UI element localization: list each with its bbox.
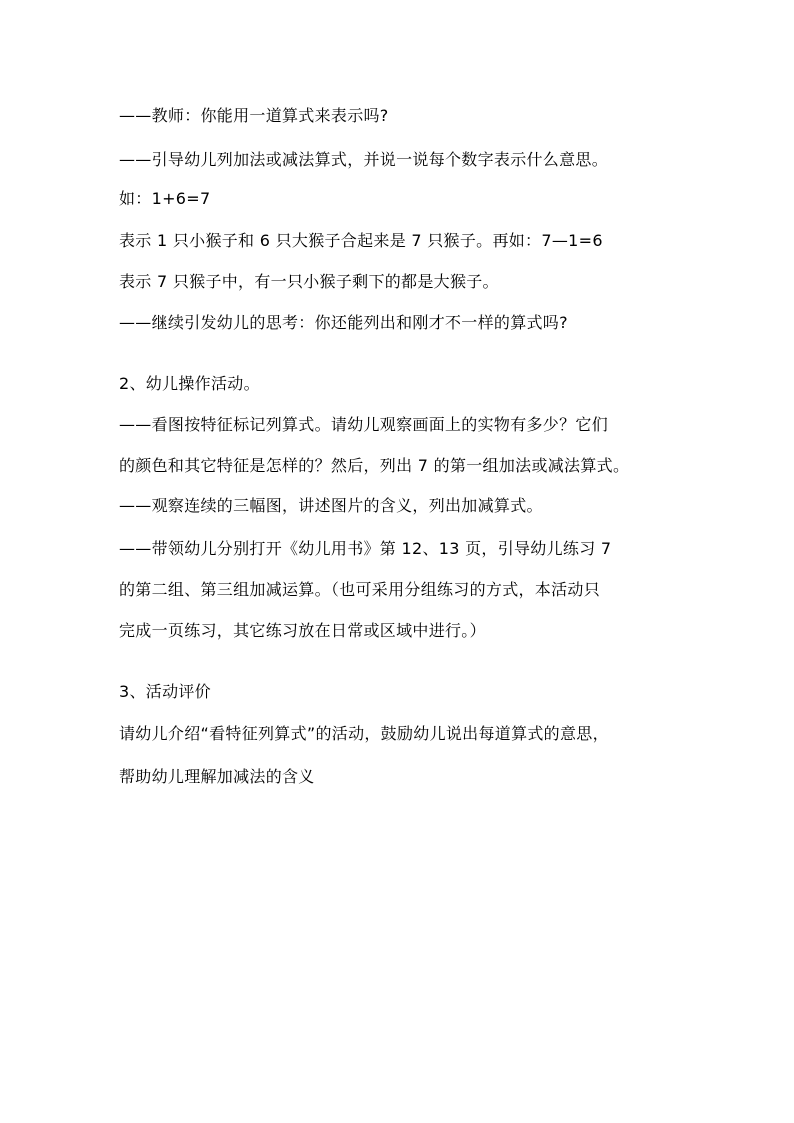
paragraph-line: ——观察连续的三幅图，讲述图片的含义，列出加减算式。: [119, 496, 543, 515]
paragraph-line: 的第二组、第三组加减运算。（也可采用分组练习的方式，本活动只: [119, 580, 601, 599]
paragraph-line: ——继续引发幼儿的思考：你还能列出和刚才不一样的算式吗?: [119, 313, 568, 332]
paragraph-line: 的颜色和其它特征是怎样的？然后，列出 7 的第一组加法或减法算式。: [119, 456, 630, 475]
paragraph-line: 如：1+6=7: [119, 189, 211, 208]
section-heading: 2、幼儿操作活动。: [119, 374, 260, 393]
paragraph-line: 表示 1 只小猴子和 6 只大猴子合起来是 7 只猴子。再如：7—1=6: [119, 231, 603, 250]
paragraph-line: 完成一页练习，其它练习放在日常或区域中进行。）: [119, 621, 486, 640]
paragraph-line: ——带领幼儿分别打开《幼儿用书》第 12、13 页，引导幼儿练习 7: [119, 539, 612, 558]
paragraph-line: ——看图按特征标记列算式。请幼儿观察画面上的实物有多少？它们: [119, 415, 609, 434]
section-heading: 3、活动评价: [119, 682, 211, 701]
paragraph-line: 帮助幼儿理解加减法的含义: [119, 767, 315, 786]
paragraph-line: 请幼儿介绍“看特征列算式”的活动，鼓励幼儿说出每道算式的意思，: [119, 724, 609, 743]
paragraph-line: ——引导幼儿列加法或减法算式，并说一说每个数字表示什么意思。: [119, 150, 609, 169]
paragraph-line: ——教师：你能用一道算式来表示吗?: [119, 106, 389, 125]
paragraph-line: 表示 7 只猴子中，有一只小猴子剩下的都是大猴子。: [119, 272, 499, 291]
